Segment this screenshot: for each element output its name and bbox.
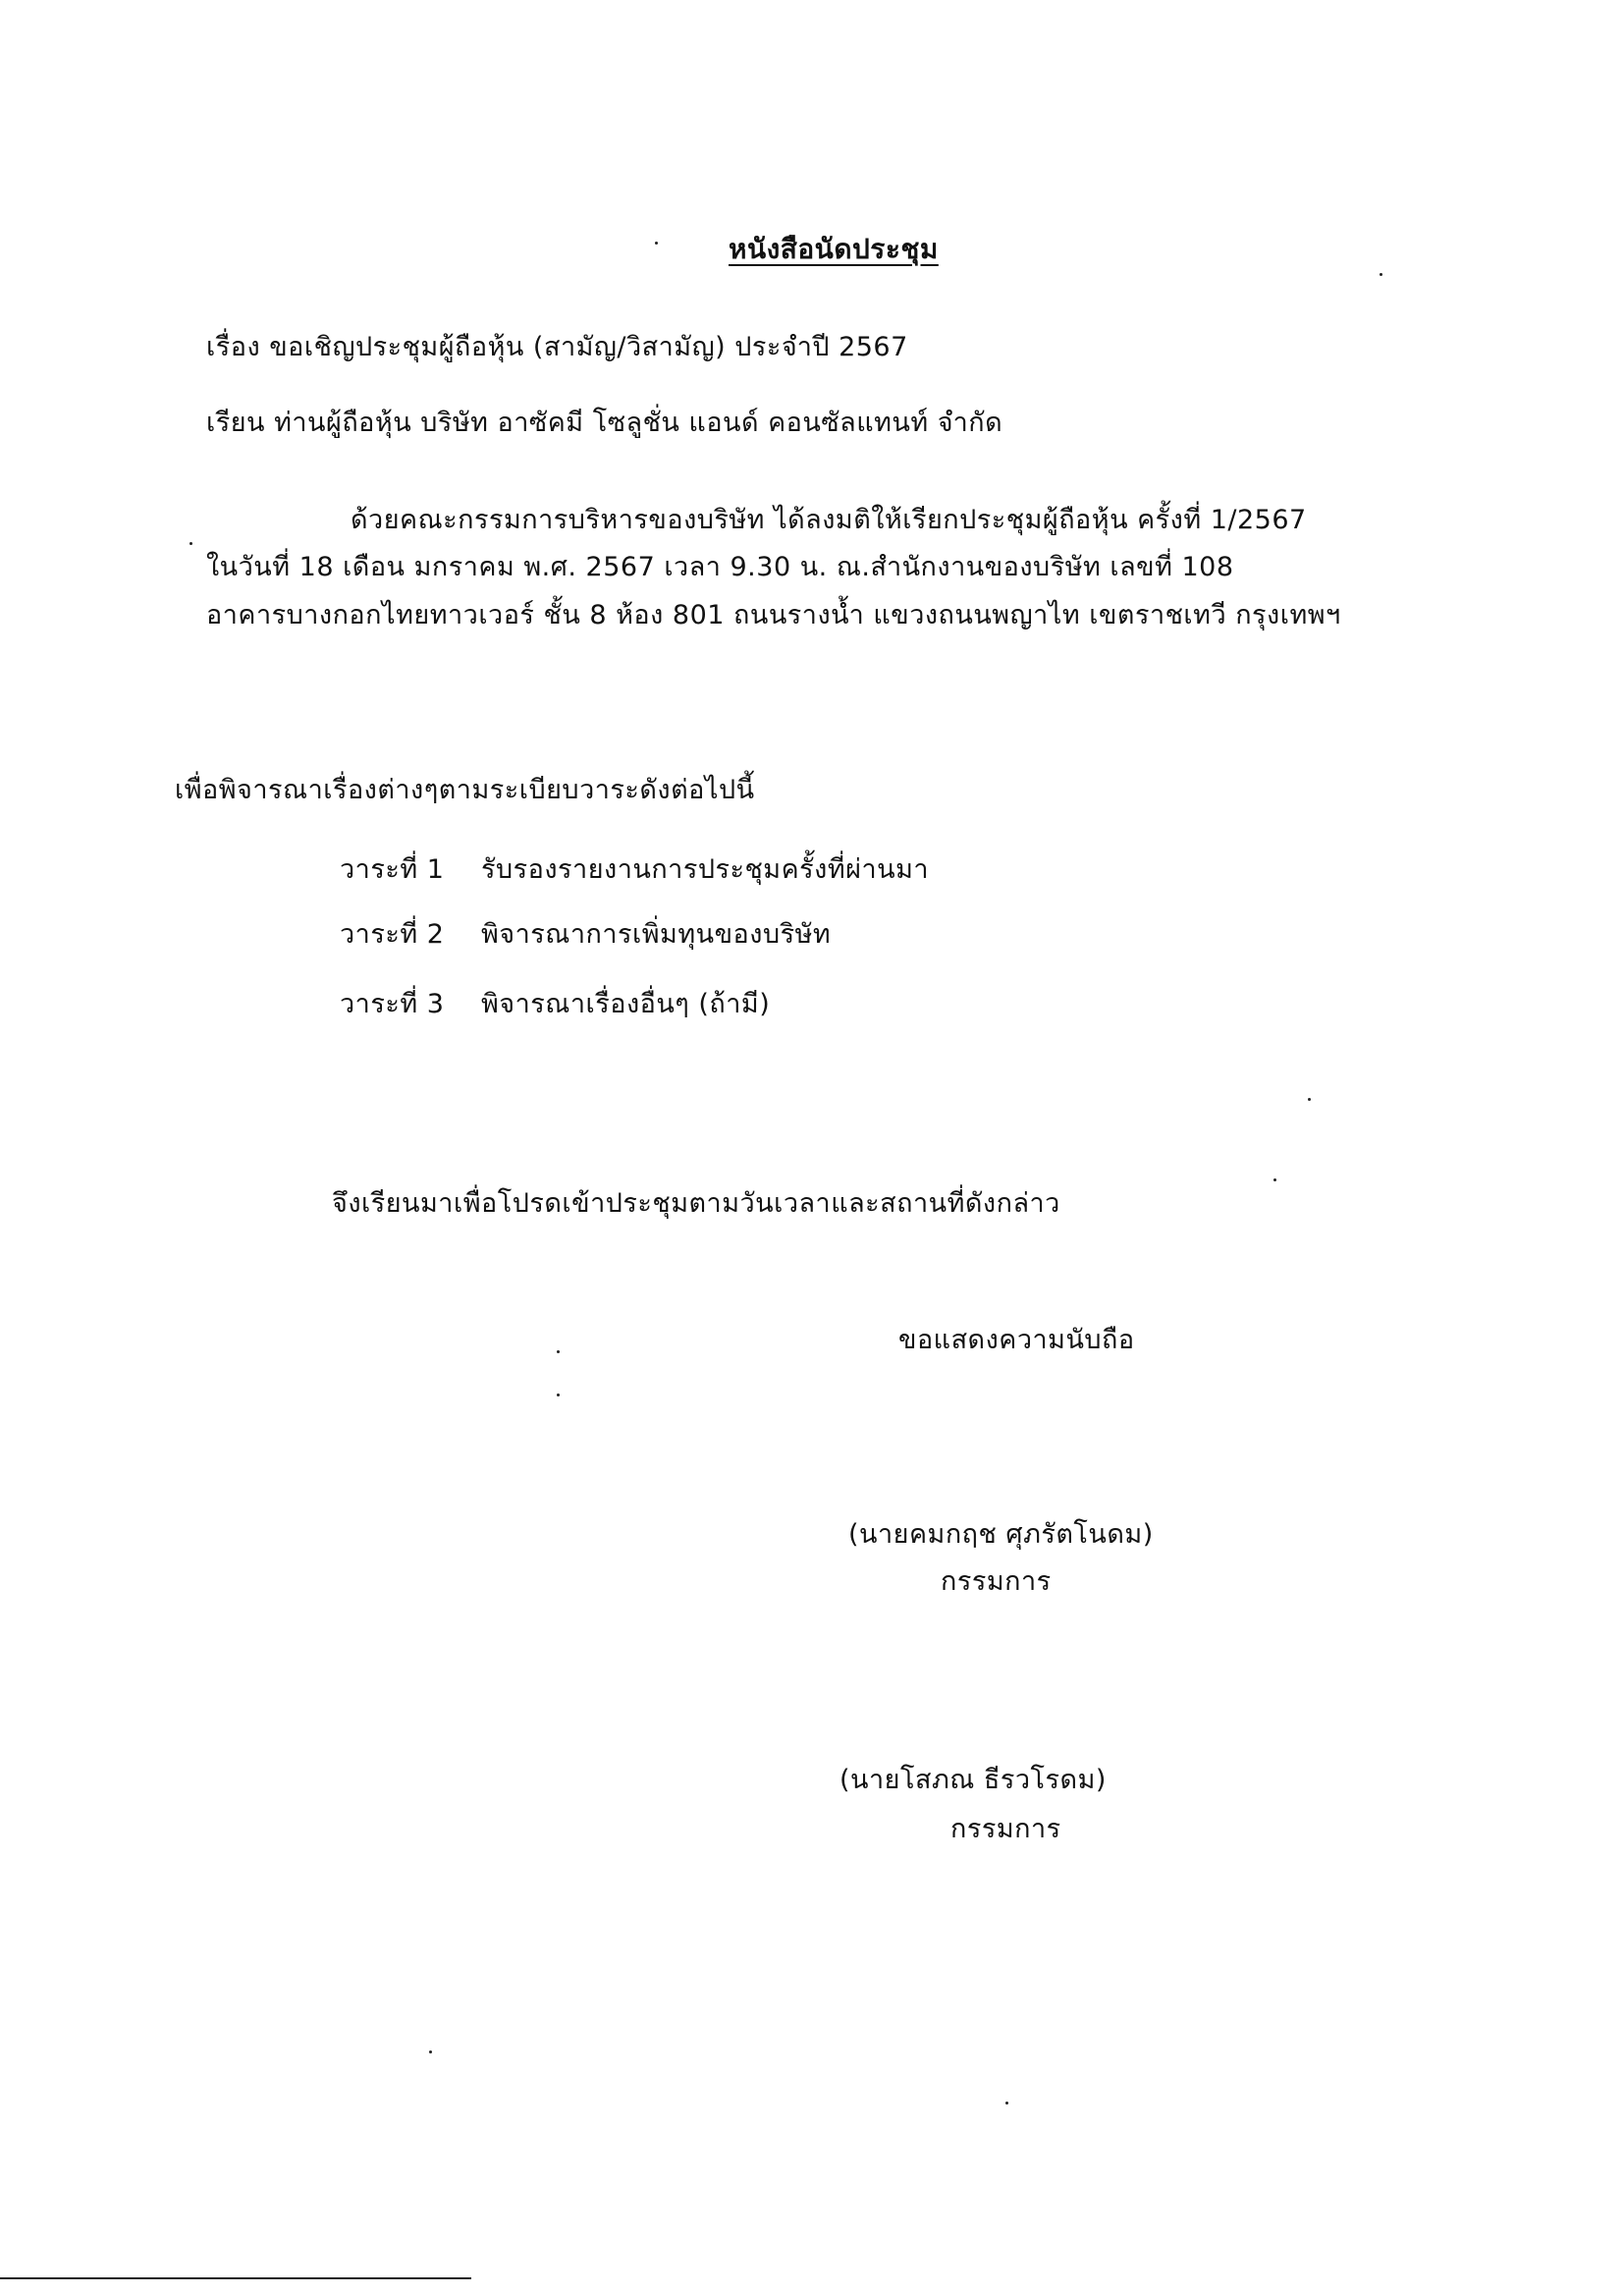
- body-line-1: ด้วยคณะกรรมการบริหารของบริษัท ได้ลงมติให้เรียกประชุมผู้ถือหุ้น ครั้งที่ 1/2567: [351, 505, 1307, 535]
- body-line-3: อาคารบางกอกไทยทาวเวอร์ ชั้น 8 ห้อง 801 ถนนรางน้ำ แขวงถนนพญาไท เขตราชเทวี กรุงเทพฯ: [206, 600, 1341, 630]
- closing-line: จึงเรียนมาเพื่อโปรดเข้าประชุมตามวันเวลาและสถานที่ดังกล่าว: [332, 1188, 1060, 1219]
- signatory-2-position: กรรมการ: [950, 1814, 1061, 1844]
- signatory-2-name: (นายโสภณ ธีรวโรดม): [839, 1765, 1107, 1795]
- scan-speck: [189, 542, 192, 545]
- subject-line: เรื่อง ขอเชิญประชุมผู้ถือหุ้น (สามัญ/วิสามัญ) ประจำปี 2567: [206, 332, 908, 362]
- scan-speck: [1380, 273, 1382, 276]
- regards-line: ขอแสดงความนับถือ: [898, 1325, 1135, 1355]
- signatory-1-position: กรรมการ: [941, 1566, 1052, 1597]
- scan-speck: [1308, 1098, 1311, 1101]
- scan-edge-line: [0, 2277, 471, 2279]
- document-title: หนังสือนัดประชุม: [729, 233, 939, 265]
- recipient-line: เรียน ท่านผู้ถือหุ้น บริษัท อาซัคมี โซลูชั่น แอนด์ คอนซัลแทนท์ จำกัด: [206, 408, 1003, 438]
- scan-speck: [1005, 2102, 1008, 2105]
- agenda-item-2-text: พิจารณาการเพิ่มทุนของบริษัท: [481, 919, 832, 950]
- body-line-2: ในวันที่ 18 เดือน มกราคม พ.ศ. 2567 เวลา 9.30 น. ณ.สำนักงานของบริษัท เลขที่ 108: [206, 552, 1234, 582]
- scan-speck: [557, 1350, 560, 1353]
- agenda-item-3-label: วาระที่ 3: [340, 989, 445, 1019]
- scan-speck: [429, 2050, 432, 2053]
- signatory-1-name: (นายคมกฤช ศุภรัตโนดม): [848, 1519, 1154, 1550]
- scan-speck: [557, 1394, 560, 1396]
- agenda-item-1-text: รับรองรายงานการประชุมครั้งที่ผ่านมา: [481, 854, 930, 885]
- scan-speck: [655, 242, 658, 245]
- scan-speck: [1273, 1178, 1276, 1181]
- agenda-item-1-label: วาระที่ 1: [340, 854, 445, 885]
- agenda-item-2-label: วาระที่ 2: [340, 919, 445, 950]
- agenda-item-3-text: พิจารณาเรื่องอื่นๆ (ถ้ามี): [481, 989, 771, 1019]
- agenda-intro: เพื่อพิจารณาเรื่องต่างๆตามระเบียบวาระดังต่อไปนี้: [175, 775, 755, 805]
